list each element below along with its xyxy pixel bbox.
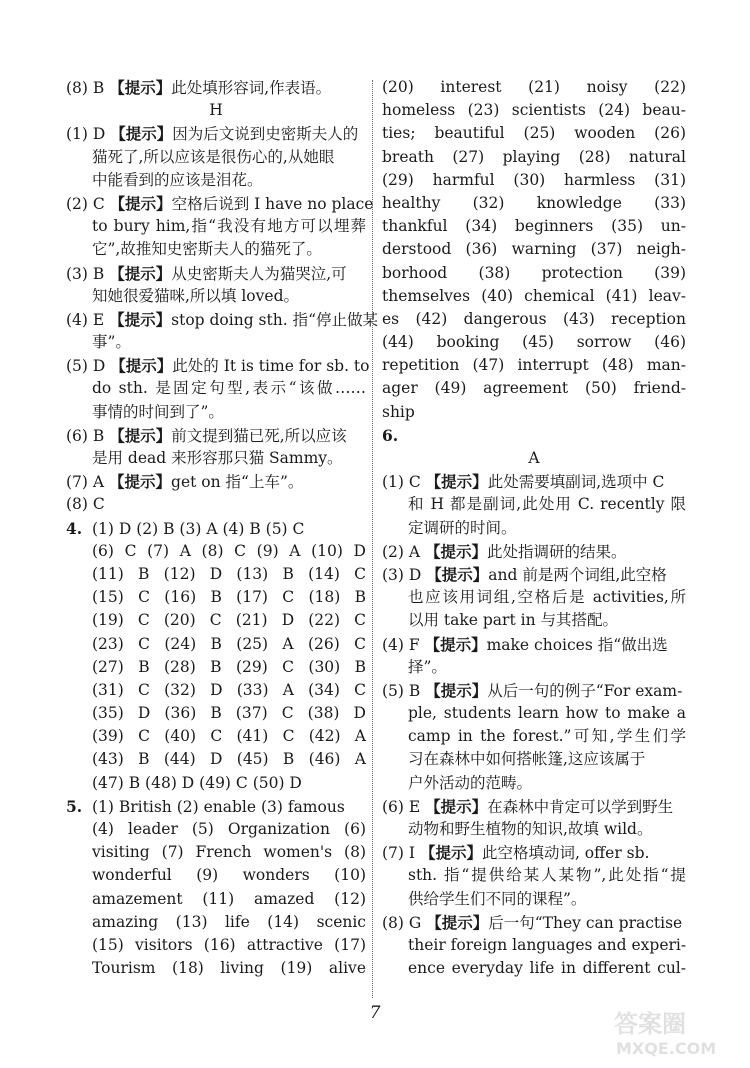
line-text: amazement (11) amazed (12) bbox=[92, 889, 366, 908]
line-text: ship bbox=[382, 402, 415, 421]
line-text: 知她很爱猫咪,所以填 loved。 bbox=[92, 286, 299, 305]
text-line bbox=[66, 238, 366, 261]
line-text: 也应该用词组,空格后是 activities,所 bbox=[408, 588, 686, 607]
line-text: (44) booking (45) sorrow (46) bbox=[382, 333, 686, 352]
line-text: (31) C (32) D (33) A (34) C bbox=[92, 680, 366, 699]
text-line bbox=[382, 354, 686, 377]
text-line bbox=[382, 517, 686, 540]
line-text: homeless (23) scientists (24) beau- bbox=[382, 101, 686, 120]
text-line bbox=[66, 679, 366, 702]
line-text: ager (49) agreement (50) friend- bbox=[382, 379, 686, 398]
line-text: 以用 take part in 与其搭配。 bbox=[408, 611, 618, 630]
line-text: (23) C (24) B (25) A (26) C bbox=[92, 634, 366, 653]
line-text: (4) F 【提示】make choices 指“做出选 bbox=[382, 634, 668, 654]
line-text: healthy (32) knowledge (33) bbox=[382, 193, 686, 212]
line-text: ence everyday life in different cul- bbox=[408, 959, 686, 978]
line-text: (3) D 【提示】and 前是两个词组,此空格 bbox=[382, 564, 667, 584]
text-line bbox=[382, 748, 686, 771]
text-line bbox=[66, 934, 366, 957]
line-text: (6) E 【提示】在森林中肯定可以学到野生 bbox=[382, 796, 674, 816]
line-text: (8) G 【提示】后一句“They can practise bbox=[382, 912, 683, 932]
text-line bbox=[382, 702, 686, 725]
text-line bbox=[382, 656, 686, 679]
line-text: (5) D 【提示】此处的 It is time for sb. to bbox=[66, 356, 370, 376]
text-line bbox=[382, 841, 686, 864]
text-line bbox=[382, 99, 686, 122]
line-text: (15) C (16) B (17) C (18) B bbox=[92, 588, 366, 607]
text-line bbox=[382, 192, 686, 215]
line-text: (8) B 【提示】此处填形容词,作表语。 bbox=[66, 78, 332, 97]
text-line bbox=[66, 99, 366, 122]
text-line bbox=[66, 169, 366, 192]
text-line bbox=[66, 331, 366, 354]
text-line bbox=[66, 563, 366, 586]
line-text: (19) C (20) C (21) D (22) C bbox=[92, 611, 366, 630]
line-text: (20) interest (21) noisy (22) bbox=[382, 78, 686, 96]
text-line bbox=[66, 540, 366, 563]
text-line bbox=[382, 540, 686, 563]
text-line bbox=[382, 633, 686, 656]
line-text: sth. 指“提供给某人某物”,此处指“提 bbox=[408, 866, 686, 885]
line-text: (4) E 【提示】stop doing sth. 指“停止做某 bbox=[66, 309, 378, 329]
line-text: (2) A 【提示】此处指调研的结果。 bbox=[382, 541, 627, 561]
page-number: 7 bbox=[369, 1003, 381, 1023]
text-line bbox=[66, 818, 366, 841]
text-line bbox=[382, 76, 686, 99]
text-line bbox=[382, 401, 686, 424]
line-text: repetition (47) interrupt (48) man- bbox=[382, 356, 686, 375]
line-text: (11) B (12) D (13) B (14) C bbox=[92, 564, 366, 583]
line-text: ties; beautiful (25) wooden (26) bbox=[382, 124, 686, 143]
column-divider bbox=[372, 80, 373, 998]
text-line bbox=[382, 725, 686, 748]
text-line bbox=[66, 122, 366, 145]
line-text: (1) British (2) enable (3) famous bbox=[92, 797, 345, 816]
line-text: (6) C (7) A (8) C (9) A (10) D bbox=[92, 541, 366, 560]
line-text: ple, students learn how to make a bbox=[408, 704, 686, 723]
text-line bbox=[66, 308, 378, 331]
text-line bbox=[382, 911, 686, 934]
line-text: (4) leader (5) Organization (6) bbox=[92, 820, 366, 838]
line-text: (6) B 【提示】前文提到猫已死,所以应该 bbox=[66, 425, 347, 445]
text-line bbox=[382, 772, 686, 795]
line-text: (39) C (40) C (41) C (42) A bbox=[92, 727, 366, 746]
text-line bbox=[382, 864, 686, 887]
text-line bbox=[66, 146, 366, 169]
text-line bbox=[66, 192, 374, 215]
text-line bbox=[382, 424, 686, 447]
text-line bbox=[66, 609, 366, 632]
line-text: 和 H 都是副词,此处用 C. recently 限 bbox=[408, 495, 686, 514]
line-text: (7) I 【提示】此空格填动词, offer sb. bbox=[382, 843, 650, 863]
text-line bbox=[66, 354, 370, 377]
line-text: (47) B (48) D (49) C (50) D bbox=[92, 773, 302, 792]
text-line bbox=[382, 122, 686, 145]
text-line bbox=[382, 818, 686, 841]
left-column bbox=[66, 76, 378, 980]
line-text: 定调研的时间。 bbox=[408, 518, 517, 537]
line-text: 户外活动的范畴。 bbox=[408, 773, 533, 792]
text-line bbox=[382, 447, 686, 470]
line-text: (43) B (44) D (45) B (46) A bbox=[92, 750, 366, 769]
section-number: 6. bbox=[382, 425, 399, 445]
line-text: amazing (13) life (14) scenic bbox=[92, 912, 366, 931]
line-text: es (42) dangerous (43) reception bbox=[382, 309, 686, 328]
line-text: (2) C 【提示】空格后说到 I have no place bbox=[66, 193, 374, 213]
line-text: to bury him,指“我没有地方可以埋葬 bbox=[92, 217, 366, 236]
text-line bbox=[66, 447, 366, 470]
text-line bbox=[66, 888, 366, 911]
line-text: 事情的时间到了”。 bbox=[92, 402, 224, 421]
line-text: (1) C 【提示】此处需要填副词,选项中 C bbox=[382, 472, 665, 492]
text-line bbox=[382, 285, 686, 308]
text-line bbox=[66, 748, 366, 771]
text-line bbox=[382, 169, 686, 192]
line-text: breath (27) playing (28) natural bbox=[382, 147, 686, 166]
line-text: visiting (7) French women's (8) bbox=[92, 843, 366, 862]
text-line bbox=[66, 864, 366, 887]
line-text: A bbox=[528, 449, 540, 467]
line-text: themselves (40) chemical (41) leav- bbox=[382, 286, 686, 305]
line-text: (29) harmful (30) harmless (31) bbox=[382, 170, 686, 189]
text-line bbox=[66, 957, 366, 980]
text-line bbox=[66, 656, 366, 679]
line-text: 中能看到的应该是泪花。 bbox=[92, 170, 263, 189]
text-line bbox=[382, 331, 686, 354]
text-line bbox=[382, 586, 686, 609]
line-text: (3) B 【提示】从史密斯夫人为猫哭泣,可 bbox=[66, 263, 347, 283]
text-line bbox=[382, 679, 686, 702]
text-line bbox=[66, 517, 366, 540]
line-text: 习在森林中如何搭帐篷,这应该属于 bbox=[408, 750, 646, 769]
watermark-logo bbox=[610, 1006, 740, 1060]
line-text: 猫死了,所以应该是很伤心的,从她眼 bbox=[92, 147, 335, 166]
line-text: (1) D (2) B (3) A (4) B (5) C bbox=[92, 519, 305, 538]
text-line bbox=[382, 795, 686, 818]
text-line bbox=[382, 609, 686, 632]
text-line bbox=[66, 586, 366, 609]
text-line bbox=[66, 911, 366, 934]
line-text: 事”。 bbox=[92, 333, 131, 352]
text-line bbox=[66, 772, 366, 795]
text-line bbox=[382, 563, 686, 586]
text-line bbox=[382, 377, 686, 400]
line-text: thankful (34) beginners (35) un- bbox=[382, 217, 686, 236]
text-line bbox=[382, 888, 686, 911]
text-line bbox=[382, 238, 686, 261]
section-number: 5. bbox=[66, 796, 83, 816]
text-line bbox=[66, 262, 366, 285]
svg-text:MXQE.COM: MXQE.COM bbox=[616, 1039, 717, 1058]
section-number: 4. bbox=[66, 518, 83, 538]
line-text: their foreign languages and experi- bbox=[408, 935, 687, 954]
text-line bbox=[382, 262, 686, 285]
text-line bbox=[66, 725, 366, 748]
text-line bbox=[66, 401, 366, 424]
line-text: (7) A 【提示】get on 指“上车”。 bbox=[66, 472, 304, 492]
text-line bbox=[66, 470, 366, 493]
line-text: (15) visitors (16) attractive (17) bbox=[92, 935, 366, 954]
line-text: (27) B (28) B (29) C (30) B bbox=[92, 657, 366, 676]
text-line bbox=[66, 377, 366, 400]
text-line bbox=[382, 215, 686, 238]
text-line bbox=[66, 841, 366, 864]
line-text: wonderful (9) wonders (10) bbox=[92, 866, 366, 885]
text-line bbox=[66, 633, 366, 656]
text-line bbox=[66, 702, 366, 725]
line-text: (8) C bbox=[66, 495, 105, 514]
line-text: borhood (38) protection (39) bbox=[382, 263, 686, 282]
line-text: 供给学生们不同的课程”。 bbox=[408, 889, 587, 908]
line-text: Tourism (18) living (19) alive bbox=[92, 959, 366, 978]
text-line bbox=[66, 215, 366, 238]
line-text: 动物和野生植物的知识,故填 wild。 bbox=[408, 820, 653, 838]
text-line bbox=[382, 146, 686, 169]
text-line bbox=[382, 308, 686, 331]
line-text: (5) B 【提示】从后一句的例子“For exam- bbox=[382, 680, 683, 700]
line-text: 择”。 bbox=[408, 657, 447, 676]
line-text: (35) D (36) B (37) C (38) D bbox=[92, 704, 366, 723]
line-text: camp in the forest.”可知,学生们学 bbox=[408, 727, 686, 746]
right-column bbox=[382, 76, 686, 980]
text-line bbox=[382, 957, 686, 980]
text-line bbox=[66, 795, 366, 818]
text-line bbox=[66, 493, 366, 516]
line-text: (1) D 【提示】因为后文说到史密斯夫人的 bbox=[66, 124, 359, 144]
text-line bbox=[66, 285, 366, 308]
text-line bbox=[66, 76, 366, 99]
line-text: derstood (36) warning (37) neigh- bbox=[382, 240, 686, 259]
text-line bbox=[382, 493, 686, 516]
text-line bbox=[382, 934, 686, 957]
line-text: 它”,故推知史密斯夫人的猫死了。 bbox=[92, 240, 322, 259]
text-line bbox=[382, 470, 686, 493]
line-text: H bbox=[209, 101, 223, 120]
svg-text:答案圈: 答案圈 bbox=[614, 1010, 686, 1038]
text-line bbox=[66, 424, 366, 447]
line-text: do sth. 是固定句型,表示“该做…… bbox=[92, 379, 366, 398]
line-text: 是用 dead 来形容那只猫 Sammy。 bbox=[92, 449, 343, 467]
